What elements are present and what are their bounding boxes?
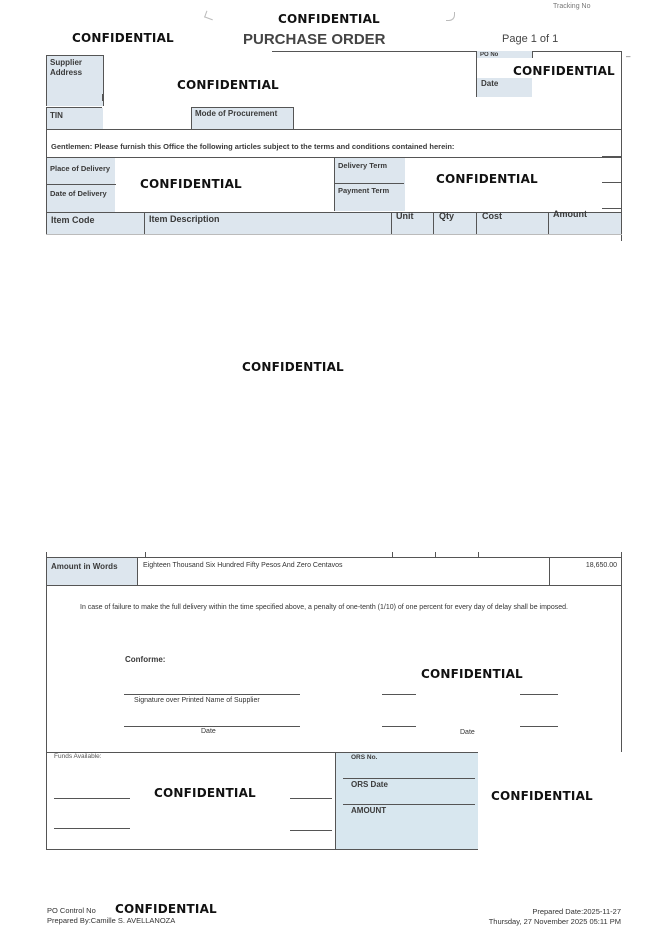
scan-mark [446, 12, 455, 21]
ors-cell [335, 753, 478, 849]
border-line [621, 552, 622, 752]
header-left-confidential: CONFIDENTIAL [72, 31, 174, 45]
funds-right-confidential: CONFIDENTIAL [491, 789, 593, 803]
column-header-unit: Unit [396, 211, 414, 221]
conforme-confidential: CONFIDENTIAL [421, 667, 523, 681]
delivery-right-confidential: CONFIDENTIAL [436, 172, 538, 186]
delivery-term-label: Delivery Term [338, 161, 388, 170]
date-caption: Date [201, 728, 216, 735]
border-line [137, 557, 138, 585]
column-header-item-description: Item Description [149, 214, 220, 224]
signature-caption: Signature over Printed Name of Supplier [134, 697, 260, 704]
signature-line [382, 694, 416, 695]
supplier-address-label: Supplier Address [50, 58, 83, 77]
items-header-row [47, 213, 621, 234]
scan-mark [204, 11, 215, 21]
border-line [46, 585, 622, 586]
border-line [144, 212, 145, 234]
funds-available-label: Funds Available: [54, 753, 102, 760]
date-line [520, 726, 558, 727]
signature-line [290, 830, 332, 831]
prepared-by: Prepared By:Camille S. AVELLANOZA [47, 916, 176, 925]
supplier-confidential: CONFIDENTIAL [177, 78, 279, 92]
amount-in-words-value: Eighteen Thousand Six Hundred Fifty Pesos And Zero Centavos [143, 562, 343, 569]
signature-line [54, 798, 130, 799]
border-line [46, 129, 622, 130]
delivery-left-confidential: CONFIDENTIAL [140, 177, 242, 191]
ors-no-label: ORS No. [351, 754, 378, 761]
border-line [602, 156, 622, 157]
conforme-label: Conforme: [125, 655, 166, 664]
border-line [602, 208, 622, 209]
date-line [124, 726, 300, 727]
border-line [46, 184, 116, 185]
funds-confidential: CONFIDENTIAL [154, 786, 256, 800]
signature-line [290, 798, 332, 799]
po-confidential: CONFIDENTIAL [513, 64, 615, 78]
signature-line [124, 694, 300, 695]
signature-line [54, 828, 130, 829]
border-line [549, 557, 550, 585]
column-header-qty: Qty [439, 211, 455, 221]
tracking-no-label: Tracking No [553, 3, 591, 10]
signature-line [520, 694, 558, 695]
date-of-delivery-label: Date of Delivery [50, 189, 107, 198]
print-timestamp: Thursday, 27 November 2025 05:11 PM [488, 917, 621, 926]
border-line [343, 804, 475, 805]
border-line [102, 94, 103, 101]
prepared-date: Prepared Date:2025-11-27 [532, 907, 621, 916]
column-header-item-code: Item Code [51, 215, 95, 225]
tin-label: TIN [50, 111, 63, 120]
border-line [476, 212, 477, 234]
po-no-label: PO No [480, 52, 499, 57]
payment-term-label: Payment Term [338, 186, 390, 195]
po-control-label: PO Control No [47, 906, 96, 915]
instructions-text: Gentlemen: Please furnish this Office the following articles subject to the terms and conditions contained herein: [51, 142, 455, 151]
date-label: Date [481, 79, 499, 88]
border-line [272, 51, 622, 52]
page-title: PURCHASE ORDER [243, 31, 386, 48]
mode-of-procurement-label: Mode of Procurement [195, 109, 278, 118]
border-line [46, 234, 622, 235]
amount-in-words-label: Amount in Words [51, 562, 118, 571]
border-line [334, 183, 404, 184]
page-indicator: Page 1 of 1 [502, 33, 559, 45]
items-confidential: CONFIDENTIAL [242, 360, 344, 374]
date-line [382, 726, 416, 727]
border-line [391, 212, 392, 234]
right-date-caption: Date [460, 729, 475, 736]
border-line [343, 778, 475, 779]
border-line [602, 182, 622, 183]
dash-mark: – [626, 52, 631, 61]
border-line [433, 212, 434, 234]
column-header-cost: Cost [482, 211, 502, 221]
ors-date-label: ORS Date [351, 780, 388, 789]
ors-amount-label: AMOUNT [351, 806, 387, 815]
border-line [548, 212, 549, 234]
po-control-value: CONFIDENTIAL [115, 902, 217, 916]
total-amount: 18,650.00 [585, 562, 617, 569]
column-header-amount: Amount [553, 209, 587, 219]
header-confidential: CONFIDENTIAL [278, 12, 380, 26]
penalty-text: In case of failure to make the full delivery within the time specified above, a penalty of one-tenth (1/10) of one percent for every day of delay shall be imposed. [80, 604, 568, 611]
place-of-delivery-label: Place of Delivery [50, 164, 111, 173]
